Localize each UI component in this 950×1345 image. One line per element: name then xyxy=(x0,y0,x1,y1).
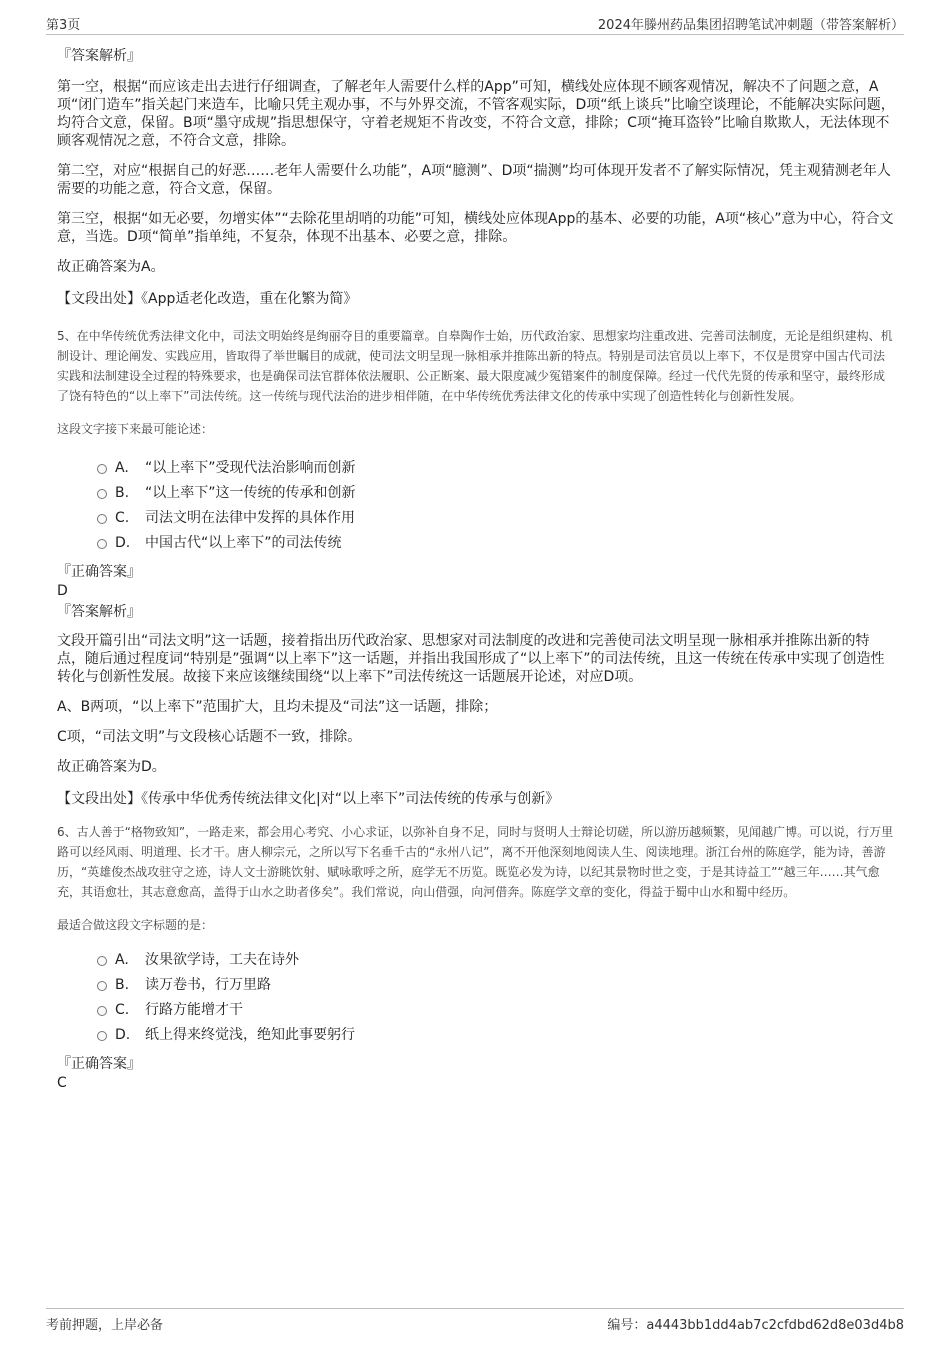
answer-analysis-label: 『答案解析』 xyxy=(57,48,141,64)
analysis-paragraph-3: C项，“司法文明”与文段核心话题不一致，排除。 xyxy=(57,729,362,745)
option-c[interactable]: C. 行路方能增才干 xyxy=(97,998,895,1023)
answer-analysis-label: 『答案解析』 xyxy=(57,604,141,620)
page-footer xyxy=(46,1308,904,1339)
text-source: 【文段出处】《App适老化改造，重在化繁为简》 xyxy=(57,291,358,307)
question-6-options xyxy=(97,948,895,1048)
correct-answer-label: 『正确答案』 xyxy=(57,1056,141,1072)
radio-button[interactable] xyxy=(97,489,107,499)
page-header xyxy=(46,12,904,35)
question-6-prompt: 最适合做这段文字标题的是： xyxy=(57,918,214,932)
option-a[interactable]: A. “以上率下”受现代法治影响而创新 xyxy=(97,456,895,481)
analysis-conclusion: 故正确答案为D。 xyxy=(57,759,166,775)
radio-button[interactable] xyxy=(97,464,107,474)
question-5-prompt: 这段文字接下来最可能论述： xyxy=(57,422,214,436)
document-id: 编号：a4443bb1dd4ab7c2cfdbd62d8e03d4b8 xyxy=(607,1318,904,1333)
document-body xyxy=(57,46,895,1092)
option-c[interactable]: C. 司法文明在法律中发挥的具体作用 xyxy=(97,506,895,531)
footer-slogan: 考前押题，上岸必备 xyxy=(46,1318,164,1333)
analysis-paragraph-2: A、B两项，“以上率下”范围扩大，且均未提及“司法”这一话题，排除； xyxy=(57,699,498,715)
text-source: 【文段出处】《传承中华优秀传统法律文化|对“以上率下”司法传统的传承与创新》 xyxy=(57,791,560,807)
radio-button[interactable] xyxy=(97,539,107,549)
radio-button[interactable] xyxy=(97,1031,107,1041)
option-d[interactable]: D. 纸上得来终觉浅，绝知此事要躬行 xyxy=(97,1023,895,1048)
option-b[interactable]: B. 读万卷书，行万里路 xyxy=(97,973,895,998)
radio-button[interactable] xyxy=(97,981,107,991)
question-5-text: 5、在中华传统优秀法律文化中，司法文明始终是绚丽夺目的重要篇章。自皋陶作士始，历代政治家、思想家均注重改进、完善司法制度，无论是组织建构、机制设计、理论阐发、实践应用，皆取得了举世瞩目的成就，使司法文明呈现一脉相承并推陈出新的特点。特别是司法官员以上率下，不仅是贯穿中国古代司法实践和法制建设全过程的特殊要求，也是确保司法官群体依法履职、公正断案、最大限度减少冤错案件的制度保障。经过一代代先贤的传承和坚守，最终形成了饶有特色的“以上率下”司法传统。这一传统与现代法治的进步相伴随，在中华传统优秀法律文化的传承中实现了创造性转化与创新性发展。 xyxy=(57,329,893,403)
radio-button[interactable] xyxy=(97,1006,107,1016)
correct-answer-label: 『正确答案』 xyxy=(57,564,141,580)
radio-button[interactable] xyxy=(97,514,107,524)
radio-button[interactable] xyxy=(97,956,107,966)
document-title: 2024年滕州药品集团招聘笔试冲刺题（带答案解析） xyxy=(597,18,904,33)
analysis-paragraph-2: 第二空，对应“根据自己的好恶……老年人需要什么功能”，A项“臆测”、D项“揣测”均可体现开发者不了解实际情况，凭主观猜测老年人需要的功能之意，符合文意，保留。 xyxy=(57,163,891,197)
option-b[interactable]: B. “以上率下”这一传统的传承和创新 xyxy=(97,481,895,506)
option-a[interactable]: A. 汝果欲学诗，工夫在诗外 xyxy=(97,948,895,973)
page-number: 第3页 xyxy=(46,18,81,33)
question-5-options xyxy=(97,456,895,556)
analysis-conclusion: 故正确答案为A。 xyxy=(57,259,165,275)
correct-answer-value: C xyxy=(57,1075,67,1091)
correct-answer-value: D xyxy=(57,583,68,599)
question-6-text: 6、古人善于“格物致知”，一路走来，都会用心考究、小心求证，以弥补自身不足，同时与贤明人士辩论切磋，所以游历越频繁，见闻越广博。可以说，行万里路可以经风雨、明道理、长才干。唐人柳宗元，之所以写下名垂千古的“永州八记”，离不开他深刻地阅读人生、阅读地理。浙江台州的陈庭学，能为诗，善游历，“英雄俊杰战攻驻守之迹，诗人文士游眺饮射、赋咏歌呼之所，庭学无不历览。既览必发为诗，以纪其景物时世之变，于是其诗益工”“越三年……其气愈充，其语愈壮，其志意愈高，盖得于山水之助者侈矣”。我们常说，向山借强，向河借奔。陈庭学文章的变化，得益于蜀中山水和蜀中经历。 xyxy=(57,825,894,899)
option-d[interactable]: D. 中国古代“以上率下”的司法传统 xyxy=(97,531,895,556)
analysis-paragraph-1: 第一空，根据“而应该走出去进行仔细调查，了解老年人需要什么样的App”可知，横线处应体现不顾客观情况，解决不了问题之意，A项“闭门造车”指关起门来造车，比喻只凭主观办事，不与外界交流，不管客观实际，D项“纸上谈兵”比喻空谈理论，不能解决实际问题，均符合文意，保留。B项“墨守成规”指思想保守，守着老规矩不肯改变，不符合文意，排除；C项“掩耳盗铃”比喻自欺欺人，无法体现不顾客观情况之意，不符合文意，排除。 xyxy=(57,79,895,149)
analysis-paragraph-3: 第三空，根据“如无必要，勿增实体”“去除花里胡哨的功能”可知，横线处应体现App的基本、必要的功能，A项“核心”意为中心，符合文意，当选。D项“简单”指单纯，不复杂，体现不出基本、必要之意，排除。 xyxy=(57,211,894,245)
analysis-paragraph-1: 文段开篇引出“司法文明”这一话题，接着指出历代政治家、思想家对司法制度的改进和完善使司法文明呈现一脉相承并推陈出新的特点，随后通过程度词“特别是”强调“以上率下”这一话题，并指出我国形成了“以上率下”的司法传统，且这一传统在传承中实现了创造性转化与创新性发展。故接下来应该继续围绕“以上率下”司法传统这一话题展开论述，对应D项。 xyxy=(57,633,885,685)
